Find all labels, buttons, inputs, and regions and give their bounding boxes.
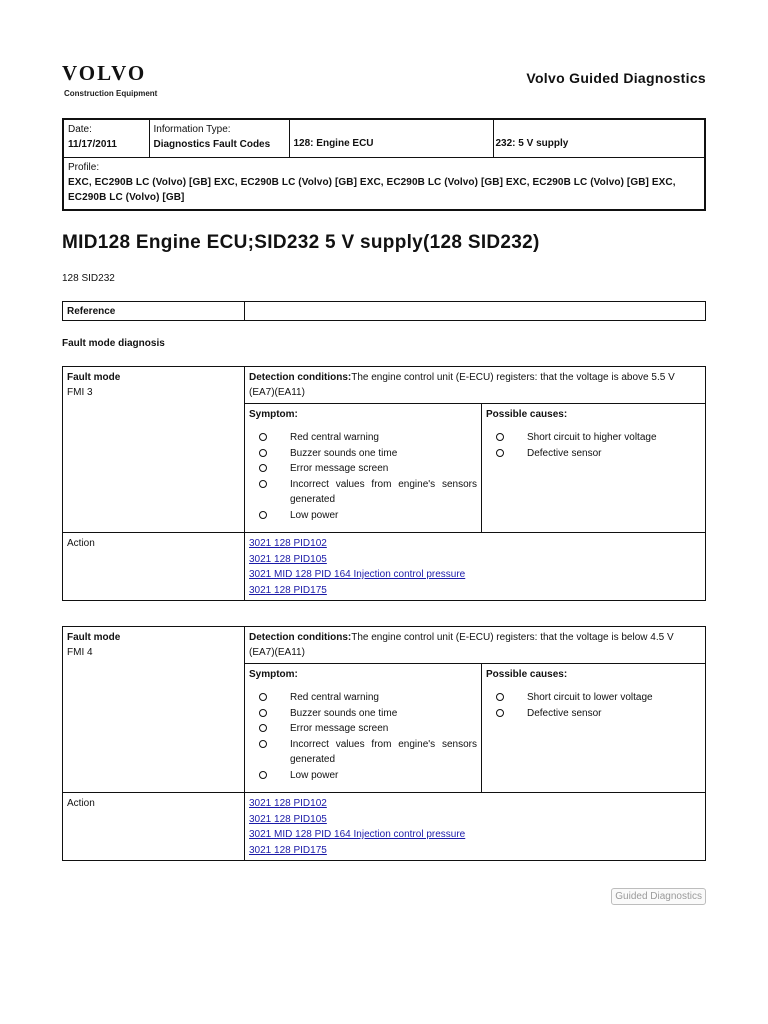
circle-bullet-icon — [259, 740, 267, 748]
symptom-list — [249, 690, 477, 783]
action-link[interactable]: 3021 128 PID175 — [249, 584, 327, 596]
fault-mode-label: Fault mode — [67, 632, 121, 643]
list-item: Red central warning — [249, 690, 477, 706]
list-item: Defective sensor — [486, 446, 701, 462]
profile-cell — [63, 157, 705, 210]
symptom-label: Symptom: — [249, 409, 298, 420]
list-item: Error message screen — [249, 721, 477, 737]
list-item: Red central warning — [249, 430, 477, 446]
circle-bullet-icon — [259, 724, 267, 732]
fmi-value: FMI 3 — [67, 387, 93, 398]
info-type-value: Diagnostics Fault Codes — [153, 139, 271, 150]
causes-cell — [482, 404, 706, 533]
fmi-value: FMI 4 — [67, 647, 93, 658]
date-cell — [63, 119, 149, 157]
info-header-table — [62, 118, 706, 211]
action-link[interactable]: 3021 MID 128 PID 164 Injection control pressure — [249, 829, 466, 840]
module-value: 128: Engine ECU — [293, 137, 374, 149]
fault-table — [62, 366, 706, 601]
action-link[interactable]: 3021 128 PID175 — [249, 844, 327, 856]
app-title: Volvo Guided Diagnostics — [526, 70, 706, 86]
action-cell — [245, 793, 706, 861]
circle-bullet-icon — [496, 693, 504, 701]
circle-bullet-icon — [496, 709, 504, 717]
circle-bullet-icon — [259, 464, 267, 472]
page-title: MID128 Engine ECU;SID232 5 V supply(128 SID232) — [62, 232, 540, 253]
subsystem-cell — [493, 119, 705, 157]
list-item: Buzzer sounds one time — [249, 706, 477, 722]
action-cell — [245, 533, 706, 601]
circle-bullet-icon — [259, 709, 267, 717]
detection-cell — [245, 627, 706, 664]
action-link[interactable]: 3021 128 PID105 — [249, 553, 327, 565]
date-value: 11/17/2011 — [68, 139, 117, 150]
detection-label: Detection conditions: — [249, 372, 352, 383]
circle-bullet-icon — [496, 433, 504, 441]
list-item: Low power — [249, 508, 477, 524]
circle-bullet-icon — [259, 480, 267, 488]
reference-value — [245, 302, 706, 321]
circle-bullet-icon — [259, 511, 267, 519]
fault-table — [62, 626, 706, 861]
reference-label: Reference — [63, 302, 245, 321]
circle-bullet-icon — [259, 693, 267, 701]
action-link[interactable]: 3021 MID 128 PID 164 Injection control pressure — [249, 569, 466, 580]
profile-value: EXC, EC290B LC (Volvo) [GB] EXC, EC290B LC (Volvo) [GB] EXC, EC290B LC (Volvo) [GB] EXC, EC290B LC (Volvo) [GB] EXC, EC290B LC (Volvo) [GB] — [68, 176, 676, 203]
action-label: Action — [63, 793, 245, 861]
logo-wordmark: VOLVO — [62, 61, 147, 85]
volvo-logo — [62, 62, 157, 98]
info-type-cell — [149, 119, 289, 157]
logo-subtitle: Construction Equipment — [64, 89, 158, 98]
list-item: Low power — [249, 768, 477, 784]
action-link[interactable]: 3021 128 PID102 — [249, 538, 327, 549]
circle-bullet-icon — [259, 449, 267, 457]
circle-bullet-icon — [496, 449, 504, 457]
causes-label: Possible causes: — [486, 409, 568, 420]
symptom-list — [249, 430, 477, 523]
fault-code: 128 SID232 — [62, 273, 115, 284]
action-label: Action — [63, 533, 245, 601]
list-item: Short circuit to lower voltage — [486, 690, 701, 706]
causes-list — [486, 690, 701, 721]
symptom-cell — [245, 404, 482, 533]
fault-mode-heading: Fault mode diagnosis — [62, 338, 165, 349]
action-link[interactable]: 3021 128 PID105 — [249, 813, 327, 825]
fault-mode-label: Fault mode — [67, 372, 121, 383]
detection-cell — [245, 367, 706, 404]
detection-text: The engine control unit (E-ECU) registers: that the voltage is above 5.5 V (EA7)(EA11) — [249, 372, 675, 398]
causes-label: Possible causes: — [486, 669, 568, 680]
date-label: Date: — [68, 124, 92, 135]
detection-text: The engine control unit (E-ECU) registers: that the voltage is below 4.5 V (EA7)(EA11) — [249, 632, 674, 658]
circle-bullet-icon — [259, 771, 267, 779]
list-item: Error message screen — [249, 461, 477, 477]
list-item: Defective sensor — [486, 706, 701, 722]
symptom-label: Symptom: — [249, 669, 298, 680]
fault-mode-cell — [63, 627, 245, 793]
reference-table — [62, 301, 706, 321]
module-cell — [289, 119, 493, 157]
causes-list — [486, 430, 701, 461]
action-link[interactable]: 3021 128 PID102 — [249, 798, 327, 809]
circle-bullet-icon — [259, 433, 267, 441]
fault-mode-cell — [63, 367, 245, 533]
symptom-cell — [245, 664, 482, 793]
guided-diagnostics-button[interactable]: Guided Diagnostics — [611, 888, 706, 905]
subsystem-value: 232: 5 V supply — [495, 137, 569, 149]
list-item: Short circuit to higher voltage — [486, 430, 701, 446]
info-type-label: Information Type: — [153, 124, 231, 135]
list-item: Buzzer sounds one time — [249, 446, 477, 462]
detection-label: Detection conditions: — [249, 632, 352, 643]
list-item: Incorrect values from engine's sensors generated — [249, 477, 477, 508]
causes-cell — [482, 664, 706, 793]
profile-label: Profile: — [68, 161, 100, 173]
list-item: Incorrect values from engine's sensors generated — [249, 737, 477, 768]
